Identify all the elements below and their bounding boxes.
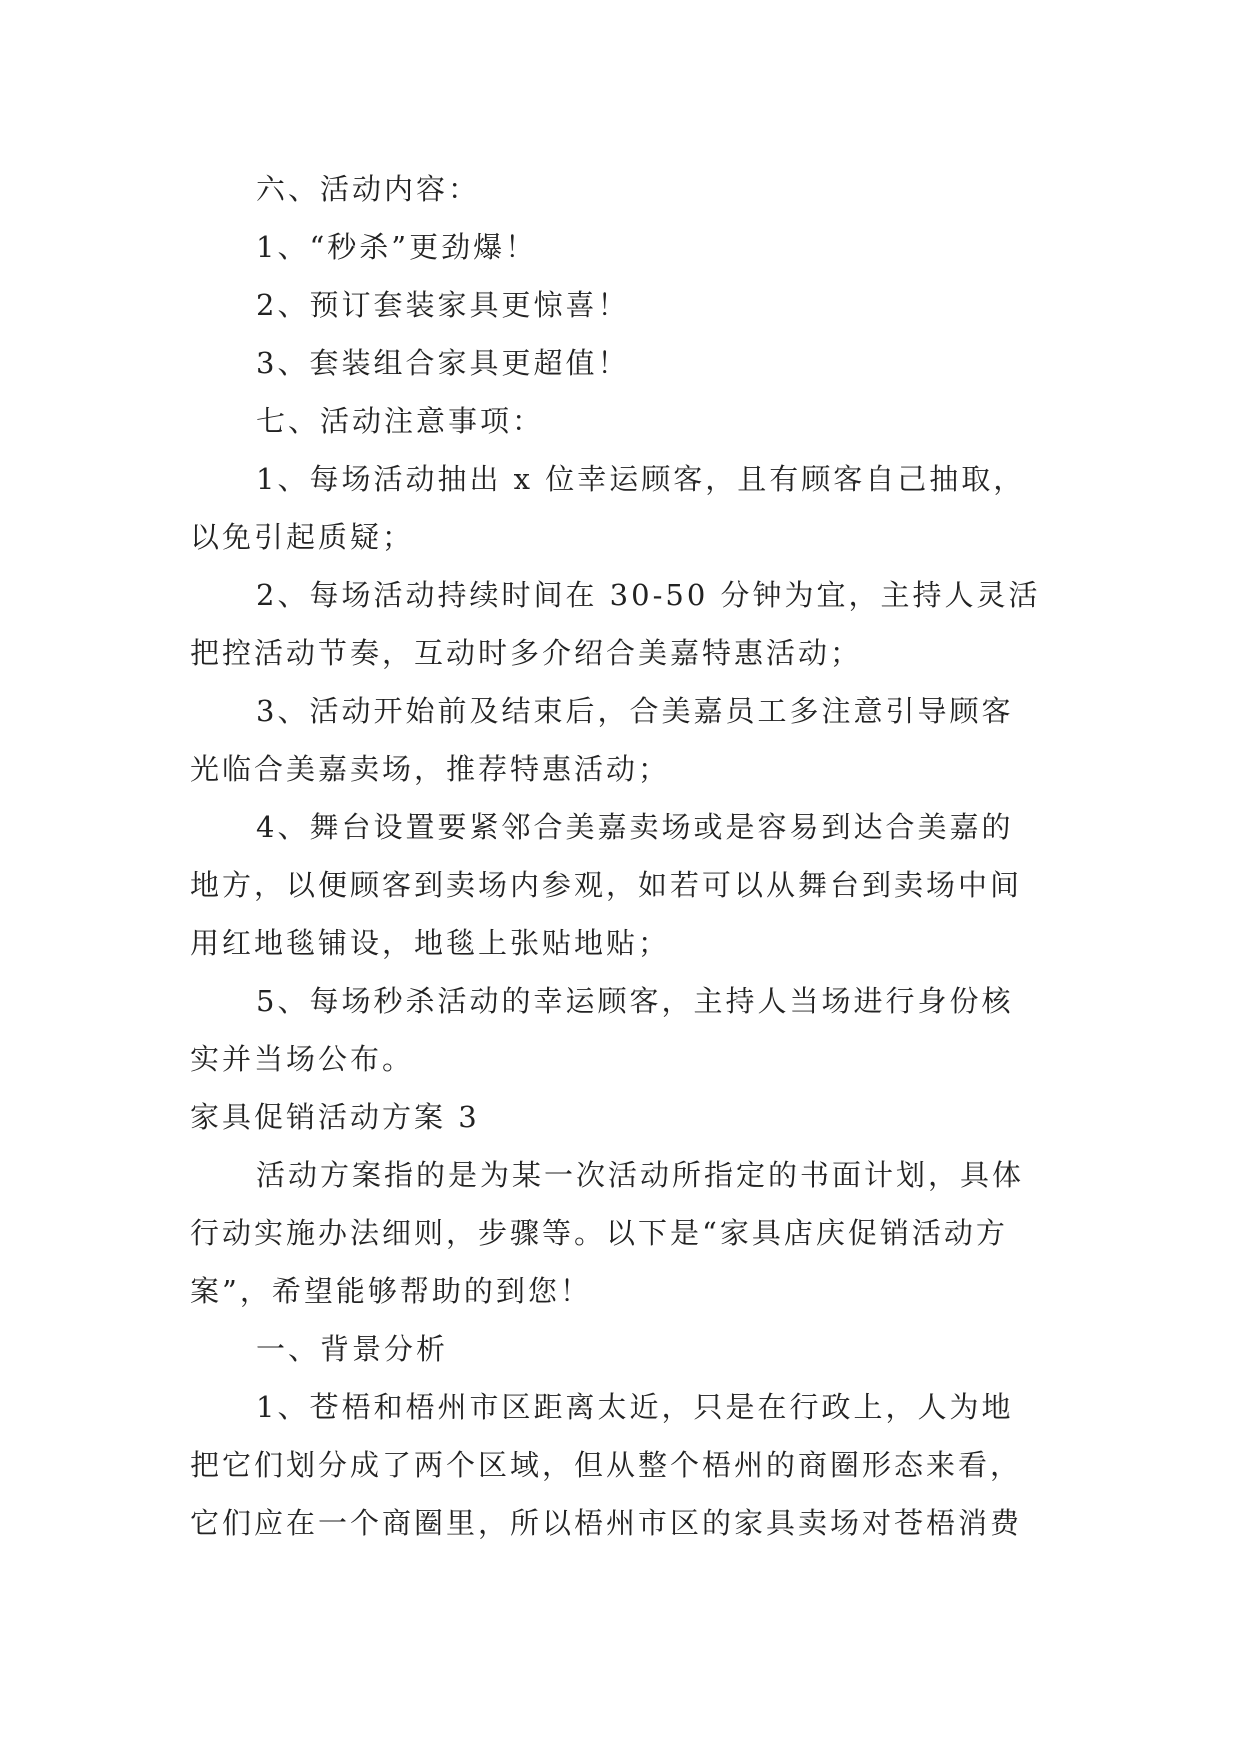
paragraph-line: 1、苍梧和梧州市区距离太近，只是在行政上，人为地	[256, 1390, 1014, 1424]
paragraph-line: 光临合美嘉卖场，推荐特惠活动；	[190, 752, 671, 786]
paragraph-line: 1、每场活动抽出 x 位幸运顾客，且有顾客自己抽取，	[256, 462, 1026, 496]
paragraph-line: 行动实施办法细则，步骤等。以下是“家具店庆促销活动方	[190, 1216, 1008, 1250]
section-heading-activity-content: 六、活动内容：	[256, 172, 481, 206]
paragraph-line: 用红地毯铺设，地毯上张贴地贴；	[190, 926, 671, 960]
section-heading-notes: 七、活动注意事项：	[256, 404, 545, 438]
paragraph-line: 地方，以便顾客到卖场内参观，如若可以从舞台到卖场中间	[190, 868, 1023, 902]
document-body	[190, 160, 1050, 1552]
list-item: 1、“秒杀”更劲爆！	[256, 230, 538, 264]
paragraph-line: 它们应在一个商圈里，所以梧州市区的家具卖场对苍梧消费	[190, 1506, 1023, 1540]
paragraph-line: 5、每场秒杀活动的幸运顾客，主持人当场进行身份核	[256, 984, 1014, 1018]
paragraph-line: 4、舞台设置要紧邻合美嘉卖场或是容易到达合美嘉的	[256, 810, 1014, 844]
list-item: 3、套装组合家具更超值！	[256, 346, 630, 380]
paragraph-line: 把控活动节奏，互动时多介绍合美嘉特惠活动；	[190, 636, 863, 670]
paragraph-line: 把它们划分成了两个区域，但从整个梧州的商圈形态来看，	[190, 1448, 1023, 1482]
section-heading-background: 一、背景分析	[256, 1332, 449, 1366]
paragraph-line: 活动方案指的是为某一次活动所指定的书面计划，具体	[256, 1158, 1025, 1192]
paragraph-line: 实并当场公布。	[190, 1042, 415, 1076]
list-item: 2、预订套装家具更惊喜！	[256, 288, 630, 322]
document-subtitle: 家具促销活动方案 3	[190, 1100, 480, 1134]
paragraph-line: 3、活动开始前及结束后，合美嘉员工多注意引导顾客	[256, 694, 1014, 728]
paragraph-line: 2、每场活动持续时间在 30-50 分钟为宜，主持人灵活	[256, 578, 1041, 612]
paragraph-line: 案”，希望能够帮助的到您！	[190, 1274, 592, 1308]
paragraph-line: 以免引起质疑；	[190, 520, 415, 554]
